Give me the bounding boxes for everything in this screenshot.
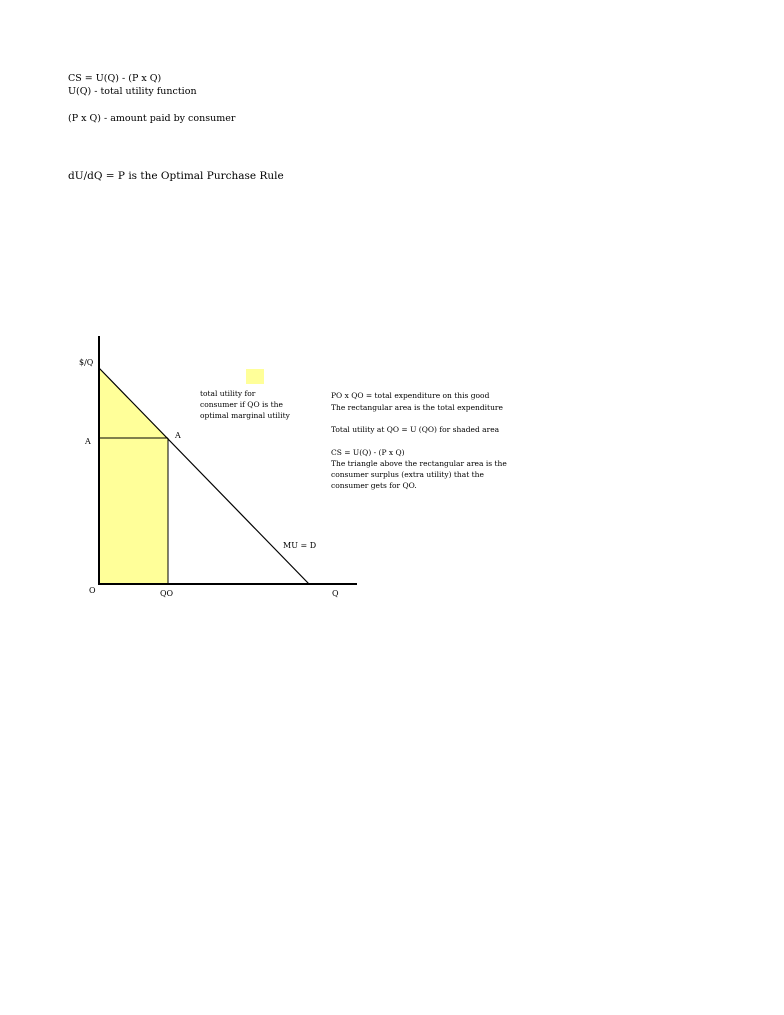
- legend-line: total utility for: [200, 389, 256, 398]
- explanation-line: PO x QO = total expenditure on this good: [331, 391, 490, 400]
- pq-definition: (P x Q) - amount paid by consumer: [68, 113, 236, 124]
- legend-line: optimal marginal utility: [200, 411, 290, 420]
- uq-definition: U(Q) - total utility function: [68, 86, 197, 97]
- optimal-purchase-rule: dU/dQ = P is the Optimal Purchase Rule: [68, 170, 284, 182]
- curve-label: MU = D: [283, 541, 317, 550]
- price-axis-label: A: [85, 437, 91, 446]
- explanation-line: The rectangular area is the total expenditure: [331, 403, 503, 412]
- cs-formula: CS = U(Q) - (P x Q): [68, 73, 162, 84]
- explanation-line: Total utility at QO = U (QO) for shaded area: [331, 425, 500, 434]
- point-a-label: A: [175, 431, 181, 440]
- x-axis-label: Q: [332, 589, 339, 598]
- quantity-qo-label: QO: [160, 589, 174, 598]
- explanation-line: consumer surplus (extra utility) that the: [331, 470, 484, 479]
- explanation-line: CS = U(Q) - (P x Q): [331, 448, 405, 457]
- y-axis-label: $/Q: [79, 358, 94, 367]
- origin-label: O: [89, 586, 96, 595]
- explanation-line: consumer gets for QO.: [331, 481, 417, 490]
- explanation-line: The triangle above the rectangular area is the: [331, 459, 507, 468]
- total-utility-shaded-area: [99, 368, 168, 584]
- legend-swatch: [246, 369, 264, 384]
- legend-line: consumer if QO is the: [200, 400, 283, 409]
